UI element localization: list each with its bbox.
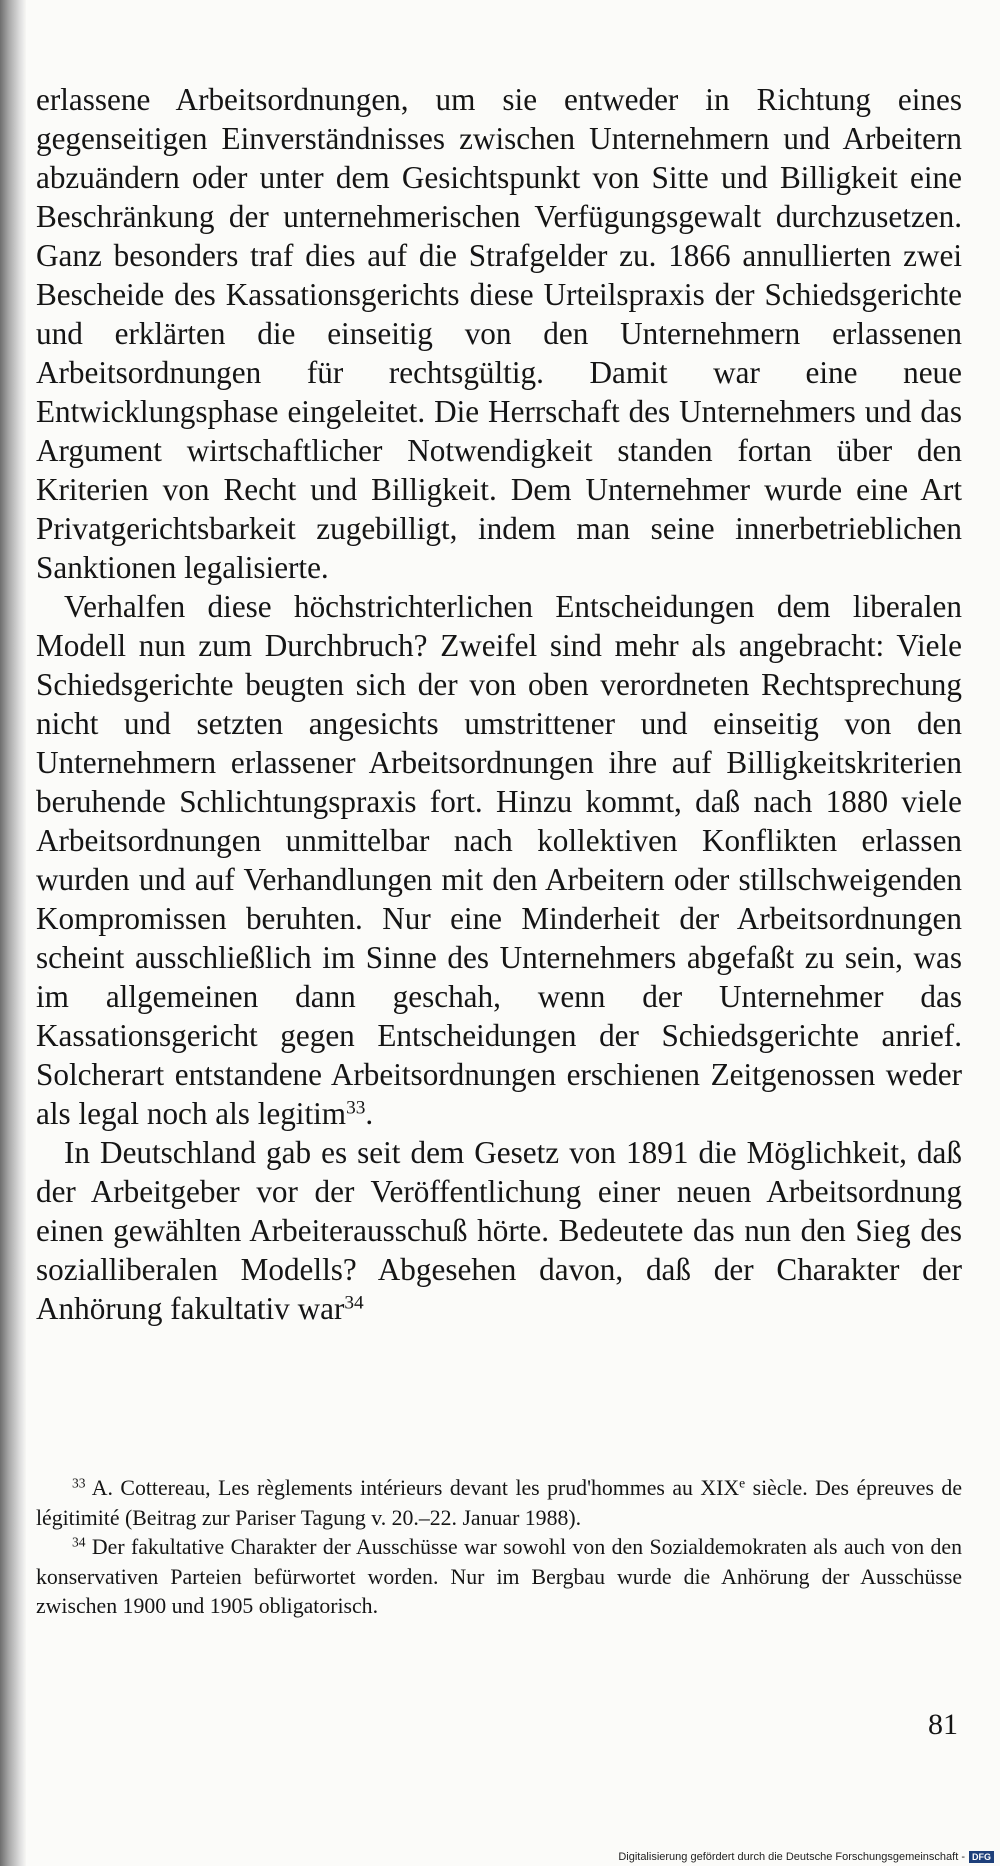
main-text [36,80,962,1328]
footnote-ref-33: 33 [346,1097,366,1119]
digitization-credit [618,1851,994,1863]
footnote-number-34: 34 [72,1534,86,1550]
paragraph-2 [36,587,962,1133]
dfg-logo: DFG [969,1851,994,1863]
paragraph-3-text: In Deutschland gab es seit dem Gesetz von 1891 die Möglichkeit, daß der Arbeitgeber vor der Veröffentlichung einer neuen Arbeitsordnung einen gewählten Arbeiterausschuß hörte. Bedeutete das nun den Sieg des sozialliberalen Modells? Abgesehen davon, daß der Charakter der Anhörung fakultativ war [36,1135,962,1326]
footnote-number-33: 33 [72,1475,86,1491]
page-number: 81 [928,1708,958,1741]
book-spine-shadow [0,0,26,1866]
footnote-33-superscript: e [739,1475,746,1491]
footnote-34 [36,1533,962,1622]
credit-text: Digitalisierung gefördert durch die Deutsche Forschungsgemeinschaft - [618,1851,965,1863]
paragraph-2-trailing: . [365,1096,374,1131]
paragraph-1-text: erlassene Arbeitsordnungen, um sie entweder in Richtung eines gegenseitigen Einverständnisses zwischen Unternehmern und Arbeitern abzuändern oder unter dem Gesichtspunkt von Sitte und Billigkeit eine Beschränkung der unternehmerischen Verfügungsgewalt durchzusetzen. Ganz besonders traf dies auf die Strafgelder zu. 1866 annullierten zwei Bescheide des Kassationsgerichts diese Urteilspraxis der Schiedsgerichte und erklärten die einseitig von den Unternehmern erlassenen Arbeitsordnungen für rechtsgültig. Damit war eine neue Entwicklungsphase eingeleitet. Die Herrschaft des Unternehmers und das Argument wirtschaftlicher Notwendigkeit standen fortan über den Kriterien von Recht und Billigkeit. Dem Unternehmer wurde eine Art Privatgerichtsbarkeit zugebilligt, indem man seine innerbetrieblichen Sanktionen legalisierte. [36,82,962,585]
footnote-33-rest: siècle. Des épreuves de légitimité (Beitrag zur Pariser Tagung v. 20.–22. Januar 1988). [36,1476,962,1530]
footnote-ref-34: 34 [344,1292,364,1314]
footnote-33-text: A. Cottereau, Les règlements intérieurs devant les prud'hommes au XIX [91,1476,740,1500]
footnote-34-text: Der fakultative Charakter der Ausschüsse war sowohl von den Sozialdemokraten als auch von den konservativen Parteien befürwortet worden. Nur im Bergbau wurde die Anhörung der Ausschüsse zwischen 1900 und 1905 obligatorisch. [36,1535,962,1618]
footnotes [36,1474,962,1622]
paragraph-3 [36,1133,962,1328]
footnote-33 [36,1474,962,1533]
paragraph-1 [36,80,962,587]
paragraph-2-text: Verhalfen diese höchstrichterlichen Entscheidungen dem liberalen Modell nun zum Durchbruch? Zweifel sind mehr als angebracht: Viele Schiedsgerichte beugten sich der von oben verordneten Rechtsprechung nicht und setzten angesichts umstrittener und einseitig von den Unternehmern erlassener Arbeitsordnungen ihre auf Billigkeitskriterien beruhende Schlichtungspraxis fort. Hinzu kommt, daß nach 1880 viele Arbeitsordnungen unmittelbar nach kollektiven Konflikten erlassen wurden und auf Verhandlungen mit den Arbeitern oder stillschweigenden Kompromissen beruhten. Nur eine Minderheit der Arbeitsordnungen scheint ausschließlich im Sinne des Unternehmers abgefaßt zu sein, was im allgemeinen dann geschah, wenn der Unternehmer das Kassationsgericht gegen Entscheidungen der Schiedsgerichte anrief. Solcherart entstandene Arbeitsordnungen erschienen Zeitgenossen weder als legal noch als legitim [36,589,962,1131]
